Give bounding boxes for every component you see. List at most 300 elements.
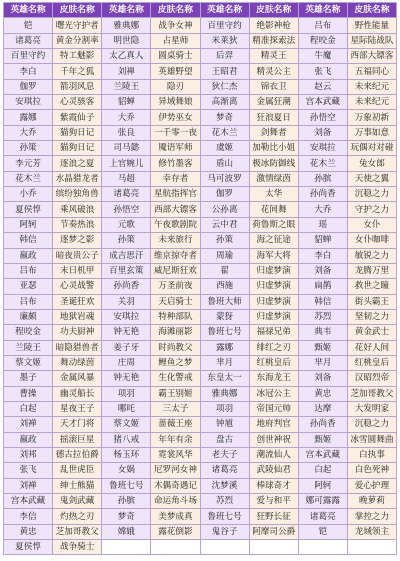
skin-name-cell: 坚韧之力 (347, 309, 396, 324)
hero-name-cell: 伽罗 (4, 79, 53, 94)
skin-name-cell: 兔女郎 (347, 156, 396, 171)
skin-name-cell: 精灵王 (249, 49, 298, 64)
skin-name-cell: 舞动绿茵 (53, 355, 102, 370)
hero-name-cell: 阿轲 (4, 217, 53, 232)
skin-name-cell: 剑舞者 (249, 125, 298, 140)
hero-name-cell: 诸葛亮 (298, 509, 347, 524)
table-row (4, 263, 397, 278)
table-row (4, 463, 397, 478)
skin-name-cell: 逐浪之夏 (53, 156, 102, 171)
hero-name-cell: 狄仁杰 (200, 79, 249, 94)
skin-name-cell: 末日机甲 (53, 263, 102, 278)
skin-name-cell: 归虚梦演 (249, 309, 298, 324)
hero-name-cell: 貂蝉 (102, 95, 151, 110)
skin-name-cell: 激情绿茵 (249, 171, 298, 186)
hero-name-cell (298, 540, 347, 555)
skin-name-cell: 阿摩司公爵 (249, 524, 298, 539)
skin-name-cell: 美梦成真 (151, 509, 200, 524)
skin-name-cell: 精灵公主 (249, 64, 298, 79)
skin-name-cell: 太华 (249, 187, 298, 202)
table-row (4, 110, 397, 125)
skin-name-cell: 木偶奇遇记 (151, 478, 200, 493)
table-row (4, 49, 397, 64)
skin-name-cell: 年年有余 (151, 432, 200, 447)
table-row (4, 95, 397, 110)
skin-name-cell: 未来纪元 (347, 95, 396, 110)
skin-name-cell: 英雄野望 (151, 64, 200, 79)
hero-name-cell: 李信 (4, 509, 53, 524)
hero-name-cell: 嬴政 (4, 432, 53, 447)
hero-name-cell: 牛魔 (298, 49, 347, 64)
hero-name-cell: 老夫子 (200, 447, 249, 462)
hero-name-cell: 孙策 (200, 233, 249, 248)
table-row (4, 325, 397, 340)
skin-name-cell: 天才门将 (53, 417, 102, 432)
hero-name-cell: 花木兰 (4, 171, 53, 186)
skin-name-cell: 暗夜贵公子 (53, 248, 102, 263)
skin-name-cell: 归虚梦演 (249, 294, 298, 309)
column-header-skin: 皮肤名称 (53, 3, 102, 18)
hero-name-cell: 刘备 (298, 371, 347, 386)
hero-name-cell: 黄忠 (298, 386, 347, 401)
skin-name-cell: 金属风暴 (53, 371, 102, 386)
skin-name-cell: 芝加哥教父 (347, 386, 396, 401)
hero-name-cell: 马可波罗 (200, 171, 249, 186)
hero-name-cell: 大乔 (102, 110, 151, 125)
skin-name-cell: 紫霞仙子 (53, 110, 102, 125)
table-row (4, 309, 397, 324)
skin-name-cell: 绝影神枪 (249, 18, 298, 33)
skin-name-cell: 万圣前夜 (151, 279, 200, 294)
skin-name-cell: 冰冠公主 (249, 386, 298, 401)
column-header-skin: 皮肤名称 (347, 3, 396, 18)
hero-name-cell: 西施 (200, 279, 249, 294)
skin-name-cell: 猫狗日记 (53, 141, 102, 156)
skin-name-cell: 掌控之力 (347, 509, 396, 524)
skin-name-cell: 东海龙王 (249, 371, 298, 386)
skin-name-cell: 绯红之刃 (249, 340, 298, 355)
hero-name-cell: 杨玉环 (102, 447, 151, 462)
skin-name-cell: 午夜歌剧院 (151, 217, 200, 232)
table-row (4, 248, 397, 263)
hero-name-cell: 安琪拉 (298, 141, 347, 156)
hero-name-cell: 项羽 (200, 401, 249, 416)
hero-name-cell: 苏烈 (200, 494, 249, 509)
skin-name-cell (249, 540, 298, 555)
column-header-hero: 英雄名称 (4, 3, 53, 18)
hero-name-cell: 鲁班大师 (200, 294, 249, 309)
table-row (4, 18, 397, 33)
hero-name-cell: 宫本武藏 (298, 447, 347, 462)
hero-name-cell: 铠 (4, 18, 53, 33)
header-row (4, 3, 397, 18)
table-row (4, 478, 397, 493)
hero-name-cell: 孙尚香 (298, 187, 347, 202)
skin-name-cell: 暗隐猎兽者 (53, 340, 102, 355)
skin-name-cell: 威尼斯狂欢 (151, 263, 200, 278)
skin-name-cell: 霓裳风华 (151, 447, 200, 462)
skin-name-cell: 海滩丽影 (151, 325, 200, 340)
skin-name-cell: 金属狂潮 (249, 95, 298, 110)
hero-name-cell: 钟无艳 (102, 371, 151, 386)
hero-name-cell: 黄忠 (4, 524, 53, 539)
hero-name-cell: 孙悟空 (298, 110, 347, 125)
hero-name-cell: 成吉思汗 (102, 248, 151, 263)
skin-name-cell: 西部大镖客 (151, 202, 200, 217)
skin-name-cell: 圆桌骑士 (151, 49, 200, 64)
hero-name-cell (102, 540, 151, 555)
skin-name-cell: 隐刃 (151, 79, 200, 94)
hero-name-cell: 李元芳 (4, 156, 53, 171)
table-row (4, 355, 397, 370)
skin-name-cell: 救世之瞳 (347, 279, 396, 294)
hero-name-cell: 刘备 (298, 125, 347, 140)
hero-name-cell: 程咬金 (4, 325, 53, 340)
skin-name-cell: 荷鲁斯之眼 (249, 217, 298, 232)
hero-name-cell: 李白 (4, 64, 53, 79)
table-row (4, 340, 397, 355)
skin-name-cell: 命运角斗场 (151, 494, 200, 509)
hero-name-cell: 铠 (298, 524, 347, 539)
hero-name-cell: 韩信 (4, 233, 53, 248)
hero-name-cell: 太乙真人 (102, 49, 151, 64)
hero-name-cell: 梦奇 (200, 110, 249, 125)
hero-name-cell: 亚瑟 (4, 279, 53, 294)
skin-name-cell: 汉昭烈帝 (347, 371, 396, 386)
skin-name-cell: 加勒比小姐 (249, 141, 298, 156)
hero-name-cell: 伽罗 (200, 187, 249, 202)
skin-name-cell: 爱与和平 (249, 494, 298, 509)
hero-name-cell: 张良 (102, 125, 151, 140)
hero-name-cell: 公孙离 (200, 202, 249, 217)
hero-name-cell: 吕布 (298, 18, 347, 33)
hero-name-cell: 吕布 (4, 294, 53, 309)
table-body (4, 18, 397, 555)
skin-name-cell (151, 540, 200, 555)
skin-name-cell: 沉稳之力 (347, 417, 396, 432)
hero-name-cell: 诸葛亮 (4, 33, 53, 48)
skin-list-table (3, 2, 397, 555)
hero-name-cell: 雅典娜 (200, 386, 249, 401)
skin-name-cell: 武陵仙君 (249, 463, 298, 478)
skin-name-cell: 芝加哥教父 (53, 524, 102, 539)
hero-name-cell: 蒙犽 (200, 309, 249, 324)
table-row (4, 509, 397, 524)
skin-name-cell: 灼热之刃 (53, 509, 102, 524)
skin-name-cell: 功夫厨神 (53, 325, 102, 340)
skin-name-cell: 野性能量 (347, 18, 396, 33)
skin-name-cell: 狂野长征 (249, 509, 298, 524)
hero-name-cell: 韩信 (298, 294, 347, 309)
hero-name-cell: 云中君 (200, 217, 249, 232)
hero-name-cell: 小乔 (4, 187, 53, 202)
hero-name-cell: 嬴政 (4, 248, 53, 263)
hero-name-cell: 花木兰 (200, 125, 249, 140)
hero-name-cell: 蔡文姬 (102, 417, 151, 432)
hero-name-cell: 百里守约 (4, 49, 53, 64)
skin-name-cell: 地府判官 (249, 417, 298, 432)
hero-name-cell: 白起 (4, 401, 53, 416)
skin-name-cell: 生化警戒 (151, 371, 200, 386)
hero-name-cell: 墨子 (4, 371, 53, 386)
hero-name-cell: 诸葛亮 (200, 463, 249, 478)
hero-name-cell: 貂蝉 (298, 233, 347, 248)
skin-name-cell: 千年之狐 (53, 64, 102, 79)
hero-name-cell: 露娜 (4, 110, 53, 125)
skin-name-cell: 极冰防御线 (249, 156, 298, 171)
table-row (4, 371, 397, 386)
table-row (4, 202, 397, 217)
hero-name-cell: 刘邦 (4, 447, 53, 462)
hero-name-cell: 孙尚香 (102, 279, 151, 294)
table-row (4, 279, 397, 294)
hero-name-cell: 瑶 (298, 217, 347, 232)
skin-name-cell: 露花倒影 (151, 524, 200, 539)
skin-name-cell: 海军大将 (249, 248, 298, 263)
table-row (4, 233, 397, 248)
hero-name-cell: 百里玄策 (102, 263, 151, 278)
hero-name-cell: 梦奇 (102, 509, 151, 524)
hero-name-cell: 雅典娜 (102, 18, 151, 33)
column-header-hero: 英雄名称 (102, 3, 151, 18)
hero-name-cell: 虞姬 (200, 141, 249, 156)
hero-name-cell: 翟 (200, 263, 249, 278)
skin-name-cell: 箭羽风息 (53, 79, 102, 94)
skin-name-cell: 冰雪圆舞曲 (347, 432, 396, 447)
table-row (4, 432, 397, 447)
hero-name-cell: 王昭君 (200, 64, 249, 79)
hero-name-cell: 刘备 (298, 263, 347, 278)
hero-name-cell: 嫦娥 (102, 524, 151, 539)
hero-name-cell: 宫本武藏 (4, 494, 53, 509)
skin-name-cell: 特工魅影 (53, 49, 102, 64)
hero-name-cell: 孙策 (4, 141, 53, 156)
hero-name-cell: 孙膑 (102, 494, 151, 509)
skin-name-cell: 龙域领主 (347, 524, 396, 539)
skin-name-cell: 战争女神 (151, 18, 200, 33)
hero-name-cell: 李白 (298, 248, 347, 263)
skin-name-cell: 街头霸王 (347, 294, 396, 309)
skin-name-cell: 爱心护理 (347, 478, 396, 493)
hero-name-cell: 兰陵王 (4, 340, 53, 355)
hero-name-cell: 大乔 (4, 125, 53, 140)
hero-name-cell: 庄周 (102, 355, 151, 370)
hero-name-cell: 赵云 (298, 79, 347, 94)
skin-name-cell: 维京掠夺者 (151, 248, 200, 263)
skin-name-cell: 天使之翼 (347, 171, 396, 186)
hero-name-cell: 白起 (298, 463, 347, 478)
skin-name-cell: 时尚教父 (151, 340, 200, 355)
skin-name-cell: 敏锐之力 (347, 248, 396, 263)
table-row (4, 125, 397, 140)
skin-name-cell: 地狱岩魂 (53, 309, 102, 324)
skin-name-cell: 万象初新 (347, 110, 396, 125)
hero-name-cell: 东皇太一 (200, 371, 249, 386)
hero-name-cell: 鲁班七号 (200, 509, 249, 524)
table-row (4, 294, 397, 309)
skin-name-cell: 鬼剑武藏 (53, 494, 102, 509)
table-row (4, 33, 397, 48)
hero-name-cell: 猪八戒 (102, 432, 151, 447)
skin-name-cell: 德古拉伯爵 (53, 447, 102, 462)
skin-name-cell: 精准探索法 (249, 33, 298, 48)
skin-name-cell: 棒球奇才 (249, 478, 298, 493)
hero-name-cell: 女娲 (102, 463, 151, 478)
skin-name-cell: 摇滚巨星 (53, 432, 102, 447)
skin-name-cell: 幽灵船长 (53, 386, 102, 401)
skin-name-cell: 女仆 (347, 217, 396, 232)
table-row (4, 217, 397, 232)
skin-name-cell: 圣诞狂欢 (53, 294, 102, 309)
skin-name-cell: 守护之力 (347, 202, 396, 217)
table-row (4, 540, 397, 555)
table-row (4, 447, 397, 462)
skin-name-cell: 锦衣卫 (249, 79, 298, 94)
skin-name-cell: 万事如意 (347, 125, 396, 140)
hero-name-cell: 扁鹊 (298, 279, 347, 294)
hero-name-cell: 甄姬 (298, 432, 347, 447)
hero-name-cell: 关羽 (102, 294, 151, 309)
skin-name-cell: 曙光守护者 (53, 18, 102, 33)
skin-name-cell: 沉稳之力 (347, 187, 396, 202)
skin-name-cell: 归虚梦演 (249, 263, 298, 278)
skin-name-cell: 心灵战警 (53, 279, 102, 294)
hero-name-cell: 鲁班七号 (102, 478, 151, 493)
skin-name-cell: 大发明家 (347, 401, 396, 416)
skin-name-cell: 修竹墨客 (151, 156, 200, 171)
column-header-hero: 英雄名称 (298, 3, 347, 18)
hero-name-cell: 芈月 (200, 355, 249, 370)
hero-name-cell: 孙策 (102, 233, 151, 248)
hero-name-cell: 高渐离 (200, 95, 249, 110)
skin-name-cell: 晚萝莉 (347, 494, 396, 509)
hero-name-cell: 廉颇 (4, 309, 53, 324)
skin-name-cell: 星夜王子 (53, 401, 102, 416)
hero-name-cell: 元歌 (102, 217, 151, 232)
table-row (4, 386, 397, 401)
hero-name-cell: 司马懿 (102, 141, 151, 156)
hero-name-cell: 娜可露露 (298, 494, 347, 509)
skin-name-cell: 特种部队 (151, 309, 200, 324)
skin-name-cell: 节奏热浪 (53, 217, 102, 232)
hero-name-cell: 兰陵王 (102, 79, 151, 94)
skin-name-cell: 猫狗日记 (53, 125, 102, 140)
skin-name-cell: 福禄兄弟 (249, 325, 298, 340)
skin-name-cell: 西部大镖客 (347, 49, 396, 64)
table-row (4, 187, 397, 202)
hero-name-cell: 孙膑 (298, 171, 347, 186)
skin-name-cell: 幸存者 (151, 171, 200, 186)
skin-name-cell: 黄金分割率 (53, 33, 102, 48)
skin-name-cell (347, 540, 396, 555)
hero-name-cell: 姜子牙 (102, 340, 151, 355)
hero-name-cell: 周瑜 (200, 248, 249, 263)
skin-name-cell: 海之征途 (249, 233, 298, 248)
skin-name-cell: 星航指挥官 (151, 187, 200, 202)
skin-name-cell: 逐梦之影 (53, 233, 102, 248)
hero-name-cell: 孙尚香 (298, 417, 347, 432)
hero-name-cell: 露娜 (200, 340, 249, 355)
hero-name-cell: 阿轲 (298, 478, 347, 493)
hero-name-cell: 刘禅 (4, 478, 53, 493)
skin-name-cell: 缤纷独角兽 (53, 187, 102, 202)
skin-name-cell: 心灵骇客 (53, 95, 102, 110)
table-row (4, 141, 397, 156)
skin-name-cell: 伊势巫女 (151, 110, 200, 125)
hero-name-cell: 百里守约 (200, 18, 249, 33)
hero-name-cell: 花木兰 (298, 156, 347, 171)
skin-name-cell: 水晶猎龙者 (53, 171, 102, 186)
skin-name-cell: 花好人间 (347, 340, 396, 355)
skin-name-cell: 占星师 (151, 33, 200, 48)
column-header-hero: 英雄名称 (200, 3, 249, 18)
skin-name-cell: 三太子 (151, 401, 200, 416)
skin-name-cell: 鲤鱼之梦 (151, 355, 200, 370)
hero-name-cell: 鬼谷子 (200, 524, 249, 539)
hero-name-cell: 盘古 (200, 432, 249, 447)
skin-name-cell: 乘风破浪 (53, 202, 102, 217)
hero-name-cell: 钟馗 (200, 417, 249, 432)
hero-name-cell: 项羽 (102, 386, 151, 401)
table-row (4, 417, 397, 432)
skin-name-cell: 绅士熊猫 (53, 478, 102, 493)
column-header-skin: 皮肤名称 (249, 3, 298, 18)
hero-name-cell: 安琪拉 (4, 95, 53, 110)
skin-name-cell: 星际陆战队 (347, 33, 396, 48)
hero-name-cell: 张飞 (298, 64, 347, 79)
hero-name-cell: 诸葛亮 (102, 187, 151, 202)
hero-name-cell: 甄姬 (298, 340, 347, 355)
hero-name-cell: 张飞 (4, 463, 53, 478)
column-header-skin: 皮肤名称 (151, 3, 200, 18)
skin-name-cell: 龙腾万里 (347, 263, 396, 278)
table-row (4, 494, 397, 509)
skin-name-cell: 尼罗河女神 (151, 463, 200, 478)
skin-name-cell: 黄金武士 (347, 325, 396, 340)
skin-name-cell: 天启骑士 (151, 294, 200, 309)
skin-name-cell: 蔷薇王座 (151, 417, 200, 432)
hero-name-cell: 宫本武藏 (298, 95, 347, 110)
hero-name-cell: 苏烈 (298, 309, 347, 324)
skin-name-cell: 乱世虎臣 (53, 463, 102, 478)
skin-name-cell: 一千零一夜 (151, 125, 200, 140)
hero-name-cell: 芈月 (298, 355, 347, 370)
hero-name-cell: 达摩 (298, 401, 347, 416)
hero-name-cell: 刘禅 (102, 64, 151, 79)
skin-name-cell: 白色死神 (347, 463, 396, 478)
table-row (4, 64, 397, 79)
skin-name-cell: 魇语军师 (151, 141, 200, 156)
hero-name-cell: 钟无艳 (102, 325, 151, 340)
hero-name-cell: 吕布 (4, 263, 53, 278)
hero-name-cell: 夏侯惇 (4, 540, 53, 555)
skin-name-cell: 潮流仙人 (249, 447, 298, 462)
skin-name-cell: 花间舞 (249, 202, 298, 217)
hero-name-cell: 盾山 (200, 156, 249, 171)
hero-name-cell: 大乔 (298, 202, 347, 217)
hero-name-cell: 孙悟空 (102, 202, 151, 217)
table-row (4, 401, 397, 416)
skin-name-cell: 未来旅行 (151, 233, 200, 248)
hero-name-cell: 哪吒 (102, 401, 151, 416)
skin-name-cell: 未来纪元 (347, 79, 396, 94)
skin-name-cell: 五福同心 (347, 64, 396, 79)
hero-name-cell: 曹操 (4, 386, 53, 401)
hero-name-cell: 安琪拉 (102, 309, 151, 324)
hero-name-cell: 沈梦溪 (200, 478, 249, 493)
hero-name-cell: 鲁班七号 (200, 325, 249, 340)
skin-name-cell: 归虚梦演 (249, 279, 298, 294)
